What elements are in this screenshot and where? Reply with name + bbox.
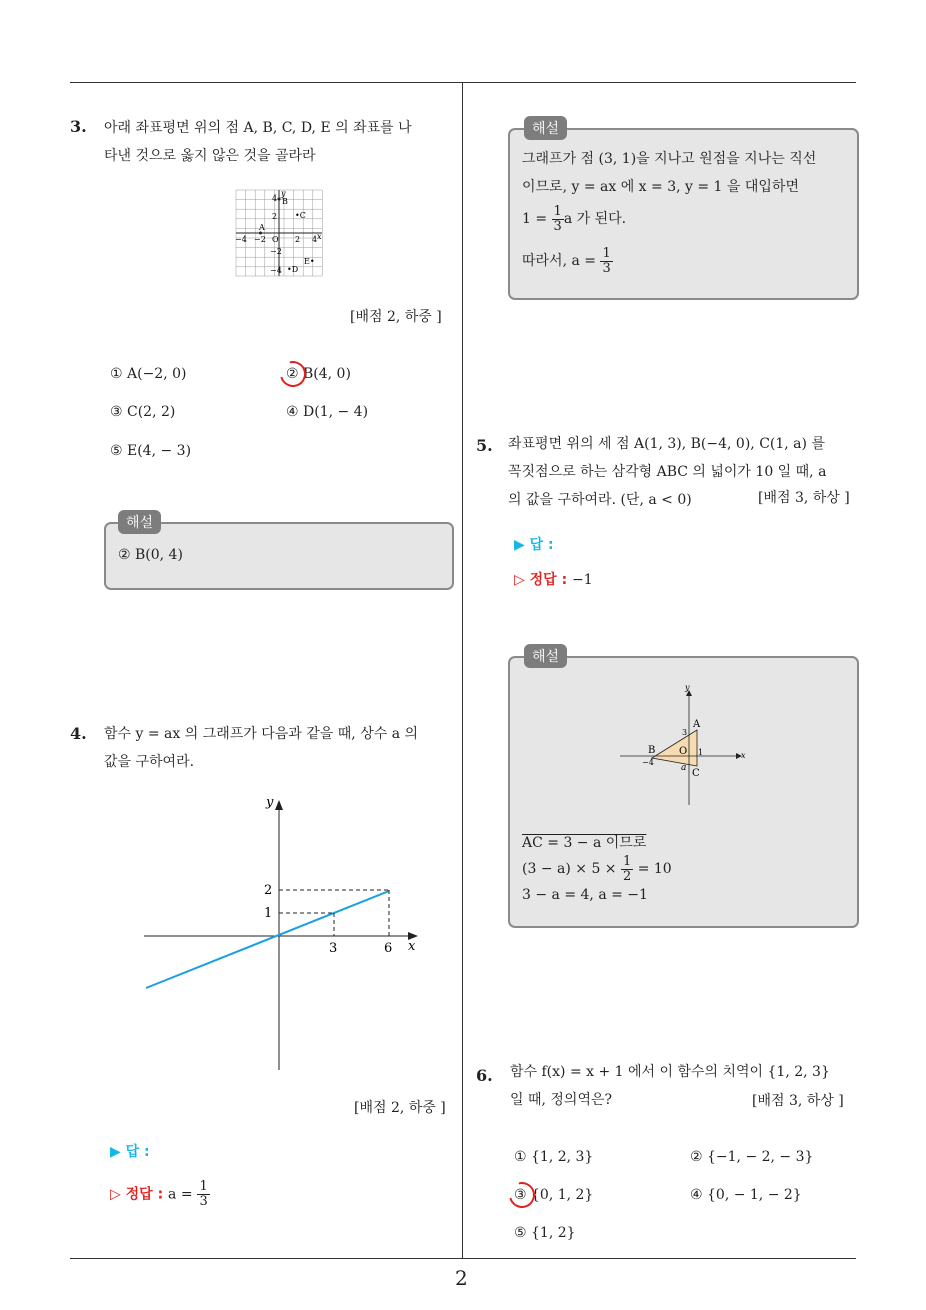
bottom-rule (70, 1258, 856, 1259)
q4-correct-fraction (197, 1180, 209, 1209)
q5-solution-line3: 3 − a = 4, a = −1 (522, 887, 648, 903)
grid-neg2x: −2 (254, 235, 266, 244)
grid-origin: O (272, 235, 279, 244)
q3-number: 3. (70, 117, 87, 136)
point-E-label: E• (304, 257, 315, 266)
q5-correct-answer (514, 569, 593, 589)
q4-solution-line3-den: 3 (553, 218, 562, 234)
graph-tick-1: 1 (264, 906, 273, 921)
q4-correct-answer (110, 1180, 210, 1209)
q3-text (104, 114, 412, 170)
y-axis-arrow (275, 800, 283, 810)
grid-neg2y: −2 (270, 247, 282, 256)
graph-tick-6: 6 (384, 941, 393, 956)
fig-1-label: 1 (698, 748, 704, 757)
grid-2x: 2 (295, 235, 301, 244)
fig-a-label: a (681, 763, 687, 773)
q6-choice-4[interactable]: ④ {0, − 1, − 2} (690, 1187, 802, 1203)
q6-number: 6. (476, 1066, 493, 1085)
q6-choice-1[interactable]: ① {1, 2, 3} (514, 1149, 594, 1165)
point-A (259, 232, 262, 235)
q4-solution-line4-den: 3 (602, 260, 611, 276)
point-C-label: •C (295, 211, 306, 220)
point-B-label: B (282, 197, 288, 206)
q6-choice-5[interactable]: ⑤ {1, 2} (514, 1225, 576, 1241)
grid-neg4y: −4 (270, 266, 282, 275)
q4-solution-line2: 이므로, y = ax 에 x = 3, y = 1 을 대입하면 (522, 179, 799, 195)
q4-text (104, 720, 418, 776)
q4-correct-num: 1 (199, 1179, 208, 1194)
q3-coordinate-grid (232, 188, 328, 278)
q4-correct-den: 3 (199, 1194, 208, 1209)
q5-text-line2: 꼭짓점으로 하는 삼각형 ABC 의 넓이가 10 일 때, a (508, 464, 827, 480)
q4-solution-line4-prefix: 따라서, a = (522, 253, 596, 269)
q5-solution-line2-num: 1 (622, 853, 632, 869)
q5-solution-line1-text: AC = 3 − a 이므로 (522, 835, 647, 851)
graph-x-label: x (408, 939, 416, 954)
q4-line-graph (140, 790, 430, 1080)
q4-number: 4. (70, 724, 87, 743)
q4-solution-line3-suffix: a 가 된다. (563, 211, 627, 227)
q4-correct-prefix: a = (168, 1186, 193, 1203)
fig-x-label: x (741, 751, 746, 760)
q5-solution-line2-suffix: = 10 (637, 861, 672, 877)
q3-solution-tag: 해설 (118, 510, 161, 534)
q3-score: [배점 2, 하중 ] (350, 309, 442, 325)
point-A-label: A (259, 223, 265, 232)
q4-solution-tag: 해설 (524, 116, 567, 140)
q6-selected-mark (504, 1177, 540, 1213)
q3-text-line1: 아래 좌표평면 위의 점 A, B, C, D, E 의 좌표를 나 (104, 120, 412, 136)
point-B (278, 198, 281, 201)
q5-solution-line2-prefix: (3 − a) × 5 × (522, 861, 617, 877)
fig-neg4-label: −4 (642, 758, 654, 767)
column-divider (462, 82, 463, 1258)
graph-tick-2: 2 (264, 883, 273, 898)
q6-score: [배점 3, 하상 ] (752, 1093, 844, 1109)
q5-text-line1: 좌표평면 위의 세 점 A(1, 3), B(−4, 0), C(1, a) 를 (508, 436, 825, 452)
q3-solution-text: ② B(0, 4) (118, 547, 183, 563)
q4-text-line2: 값을 구하여라. (104, 754, 195, 770)
q5-answer-field[interactable]: ▶ 답 : (514, 537, 554, 553)
q3-choice-3[interactable]: ③ C(2, 2) (110, 404, 176, 420)
grid-x-label: x (317, 232, 322, 241)
q3-choice-2[interactable]: ② B(4, 0) (286, 366, 351, 382)
q6-choice-3[interactable]: ③ {0, 1, 2} (514, 1187, 594, 1203)
q4-solution-line4-frac (600, 247, 612, 276)
q4-solution-line3-frac (552, 205, 564, 234)
fig-C-label: C (692, 768, 700, 779)
fig-O-label: O (679, 746, 688, 757)
q3-choice-4[interactable]: ④ D(1, − 4) (286, 404, 369, 420)
q4-answer-field[interactable]: ▶ 답 : (110, 1144, 150, 1160)
q3-text-line2: 타낸 것으로 옳지 않은 것을 골라라 (104, 148, 316, 164)
q4-solution-line3 (522, 204, 626, 234)
q5-triangle-figure (618, 680, 752, 810)
q5-solution-line2-den: 2 (622, 868, 632, 884)
graph-tick-3: 3 (329, 941, 338, 956)
q5-score: [배점 3, 하상 ] (758, 490, 850, 506)
q6-text-line1: 함수 f(x) = x + 1 에서 이 함수의 치역이 {1, 2, 3} (510, 1064, 830, 1080)
fig-3-label: 3 (682, 728, 688, 737)
triangle-ABC (652, 730, 697, 766)
point-D-label: •D (287, 265, 299, 274)
q5-solution-tag: 해설 (524, 644, 567, 668)
q3-choice-5[interactable]: ⑤ E(4, − 3) (110, 443, 192, 459)
grid-4y: 4 (272, 194, 278, 203)
q6-text-line2: 일 때, 정의역은? (510, 1092, 613, 1108)
grid-2y: 2 (272, 212, 278, 221)
q4-score: [배점 2, 하중 ] (354, 1100, 446, 1116)
q4-correct-label: ▷ 정답 : (110, 1186, 164, 1203)
q4-solution-line1: 그래프가 점 (3, 1)을 지나고 원점을 지나는 직선 (522, 151, 817, 167)
grid-y-label: y (281, 189, 286, 198)
q5-number: 5. (476, 436, 493, 455)
q4-text-line1: 함수 y = ax 의 그래프가 다음과 같을 때, 상수 a 의 (104, 726, 419, 742)
q6-choice-2[interactable]: ② {−1, − 2, − 3} (690, 1149, 814, 1165)
q5-correct-value: −1 (572, 572, 593, 588)
fig-B-label: B (648, 745, 656, 756)
graph-y-label: y (266, 795, 274, 810)
q3-selected-mark (275, 356, 311, 392)
q3-choice-1[interactable]: ① A(−2, 0) (110, 366, 187, 382)
fig-y-label: y (685, 683, 690, 692)
top-rule (70, 82, 856, 83)
q4-solution-line3-prefix: 1 = (522, 211, 548, 227)
q4-solution-line4 (522, 246, 613, 276)
q5-text-line3: 의 값을 구하여라. (단, a < 0) (508, 492, 692, 508)
grid-neg4x: −4 (235, 235, 247, 244)
grid-4x: 4 (312, 235, 318, 244)
q4-solution-line4-num: 1 (602, 245, 611, 261)
q5-correct-label: ▷ 정답 : (514, 572, 568, 588)
page-number: 2 (455, 1266, 468, 1290)
q4-solution-line3-num: 1 (553, 203, 562, 219)
fig-A-label: A (693, 719, 701, 730)
